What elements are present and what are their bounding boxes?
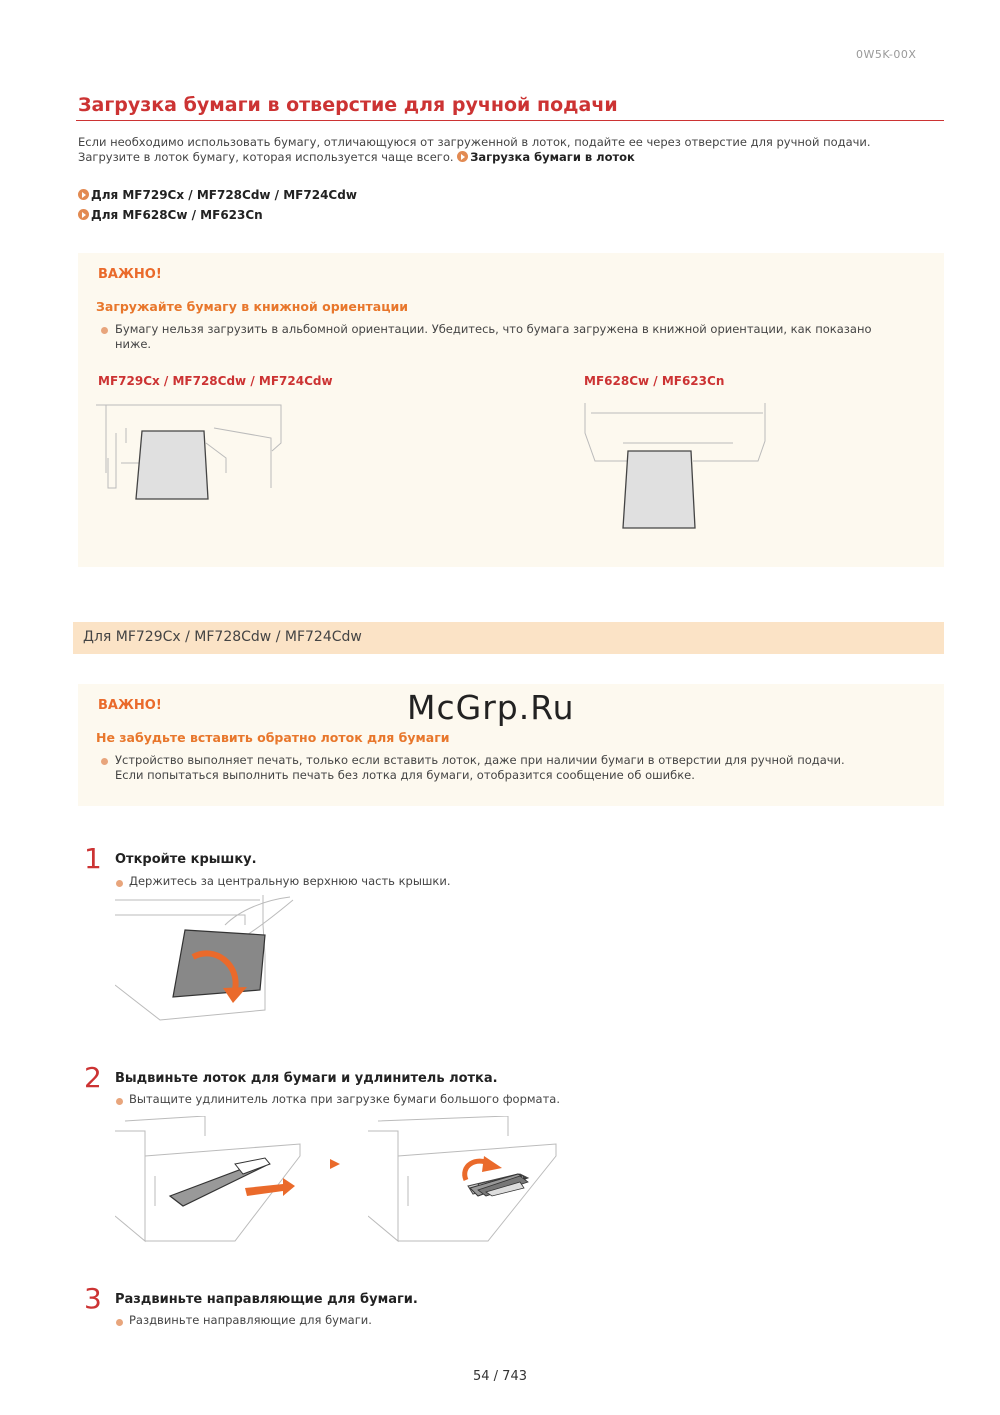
important-text-line-1: Устройство выполняет печать, только если вставить лоток, даже при наличии бумаги в отверстии для ручной подачи. <box>115 753 845 767</box>
step-title-3: Раздвиньте направляющие для бумаги. <box>115 1292 418 1307</box>
intro-line-2-text: Загрузите в лоток бумагу, которая используется чаще всего. <box>78 150 454 164</box>
bullet-icon <box>116 1098 123 1105</box>
paper-tray-link[interactable] <box>457 150 635 164</box>
link-arrow-icon <box>78 189 89 200</box>
portrait-paper-illustration-mf628 <box>583 403 773 533</box>
important-note-orientation <box>78 253 944 567</box>
pull-tray-illustration <box>115 1116 305 1246</box>
important-text-line-2: Если попытаться выполнить печать без лотка для бумаги, отобразится сообщение об ошибке. <box>115 768 695 782</box>
important-text <box>115 322 935 352</box>
bullet-icon <box>116 1319 123 1326</box>
model-link-mf628-label: Для MF628Cw / MF623Cn <box>91 208 263 222</box>
step-number-1: 1 <box>84 842 102 875</box>
section-header-text: Для MF729Cx / MF728Cdw / MF724Cdw <box>83 629 362 645</box>
portrait-paper-illustration-mf729 <box>96 403 306 503</box>
title-divider <box>76 120 944 121</box>
page-number: 54 / 743 <box>473 1369 527 1384</box>
step-number-3: 3 <box>84 1282 102 1315</box>
step-title-2: Выдвиньте лоток для бумаги и удлинитель лотка. <box>115 1071 498 1086</box>
important-text-line-1: Бумагу нельзя загрузить в альбомной ориентации. Убедитесь, что бумага загружена в книжной ориентации, как показано <box>115 322 872 336</box>
important-heading: ВАЖНО! <box>98 698 162 713</box>
important-heading: ВАЖНО! <box>98 267 162 282</box>
bullet-icon <box>101 327 108 334</box>
link-arrow-icon <box>78 209 89 220</box>
important-subheading: Загружайте бумагу в книжной ориентации <box>96 299 408 314</box>
model-link-mf628[interactable] <box>78 208 263 222</box>
model-link-mf729[interactable] <box>78 188 357 202</box>
page-title: Загрузка бумаги в отверстие для ручной подачи <box>78 94 618 116</box>
model-label-right: MF628Cw / MF623Cn <box>584 374 725 388</box>
important-text <box>115 753 935 783</box>
paper-tray-link-label: Загрузка бумаги в лоток <box>470 150 635 164</box>
open-cover-illustration <box>115 895 295 1025</box>
model-label-left: MF729Cx / MF728Cdw / MF724Cdw <box>98 374 333 388</box>
document-id: 0W5K-00X <box>856 48 917 61</box>
intro-line-1: Если необходимо использовать бумагу, отличающуюся от загруженной в лоток, подайте ее через отверстие для ручной подачи. <box>78 135 871 149</box>
bullet-icon <box>116 880 123 887</box>
important-text-line-2: ниже. <box>115 337 152 351</box>
step-title-1: Откройте крышку. <box>115 852 257 867</box>
step-number-2: 2 <box>84 1061 102 1094</box>
next-step-arrow-icon <box>329 1158 341 1170</box>
extend-tray-illustration <box>368 1116 558 1246</box>
important-subheading: Не забудьте вставить обратно лоток для бумаги <box>96 730 450 745</box>
watermark: McGrp.Ru <box>407 688 575 727</box>
step-text-2: Вытащите удлинитель лотка при загрузке бумаги большого формата. <box>129 1092 560 1106</box>
step-text-1: Держитесь за центральную верхнюю часть крышки. <box>129 874 451 888</box>
bullet-icon <box>101 758 108 765</box>
link-arrow-icon <box>457 151 468 162</box>
step-text-3: Раздвиньте направляющие для бумаги. <box>129 1313 372 1327</box>
model-link-mf729-label: Для MF729Cx / MF728Cdw / MF724Cdw <box>91 188 357 202</box>
section-header-mf729 <box>73 622 944 654</box>
intro-line-2 <box>78 150 635 164</box>
